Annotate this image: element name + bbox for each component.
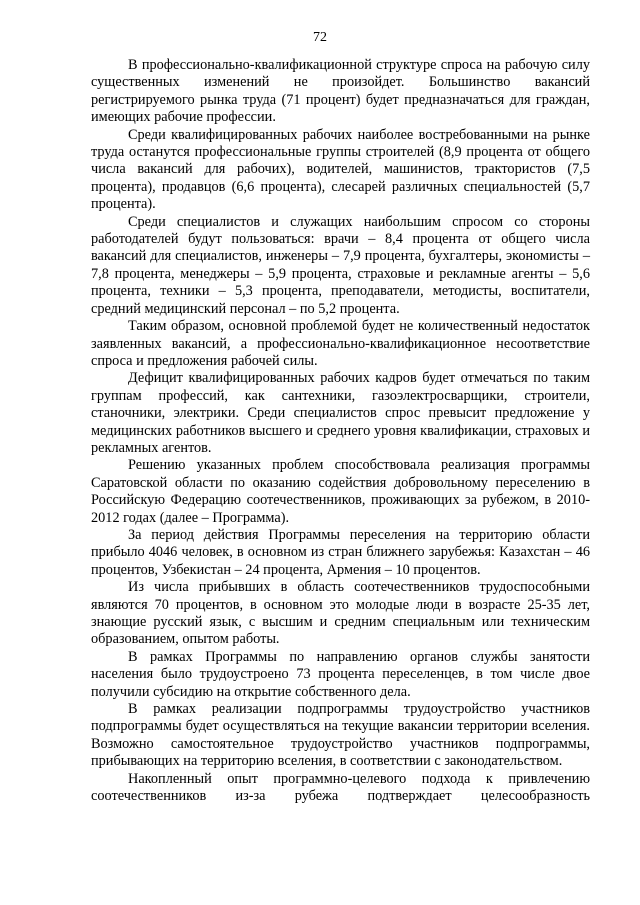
paragraph: В рамках реализации подпрограммы трудоустройство участников подпрограммы будет осуществляться на текущие вакансии территории вселения. Возможно самостоятельное трудоустройство участников подпрограммы, прибывающих на территорию вселения, в соответствии с законодательством. bbox=[91, 701, 590, 770]
paragraph: Решению указанных проблем способствовала реализация программы Саратовской области по оказанию содействия добровольному переселению в Российскую Федерацию соотечественников, проживающих за рубежом, в 2010-2012 годах (далее – Программа). bbox=[91, 457, 590, 526]
paragraph-continued: Накопленный опыт программно-целевого подхода к привлечению соотечественников из-за рубежа подтверждает целесообразность bbox=[91, 770, 590, 805]
paragraph: За период действия Программы переселения на территорию области прибыло 4046 человек, в основном из стран ближнего зарубежья: Казахстан – 46 процентов, Узбекистан – 24 процента, Армения – 10 процентов. bbox=[91, 526, 590, 578]
paragraph: В рамках Программы по направлению органов службы занятости населения было трудоустроено 73 процента переселенцев, в том числе двое получили субсидию на открытие собственного дела. bbox=[91, 648, 590, 700]
paragraph: Таким образом, основной проблемой будет не количественный недостаток заявленных вакансий, а профессионально-квалификационное несоответствие спроса и предложения рабочей силы. bbox=[91, 318, 590, 369]
paragraph: Дефицит квалифицированных рабочих кадров будет отмечаться по таким группам профессий, как сантехники, газоэлектросварщики, строители, станочники, электрики. Среди специалистов спрос превысит предложение у медицинских работников высшего и среднего уровня квалификации, страховых и рекламных агентов. bbox=[91, 370, 590, 456]
page-number: 72 bbox=[313, 30, 327, 45]
paragraph: В профессионально-квалификационной структуре спроса на рабочую силу существенных изменений не произойдет. Большинство вакансий регистрируемого рынка труда (71 процент) будет предназначаться для граждан, имеющих рабочие профессии. bbox=[91, 57, 590, 126]
document-body bbox=[91, 57, 590, 805]
paragraph: Из числа прибывших в область соотечественников трудоспособными являются 70 процентов, в основном это молодые люди в возрасте 25-35 лет, знающие русский язык, с высшим и средним специальным или техническим образованием, опытом работы. bbox=[91, 579, 590, 648]
paragraph: Среди специалистов и служащих наибольшим спросом со стороны работодателей будут пользоваться: врачи – 8,4 процента от общего числа вакансий для специалистов, инженеры – 7,9 процента, бухгалтеры, экономисты – 7,8 процента, менеджеры – 5,9 процента, страховые и рекламные агенты – 5,6 процента, техники – 5,3 процента, преподаватели, методисты, воспитатели, средний медицинский персонал – по 5,2 процента. bbox=[91, 213, 590, 317]
paragraph: Среди квалифицированных рабочих наиболее востребованными на рынке труда останутся профессиональные группы строителей (8,9 процента от общего числа вакансий для рабочих), водителей, машинистов, трактористов (7,5 процента), продавцов (6,6 процента), слесарей различных специальностей (5,7 процента). bbox=[91, 126, 590, 213]
